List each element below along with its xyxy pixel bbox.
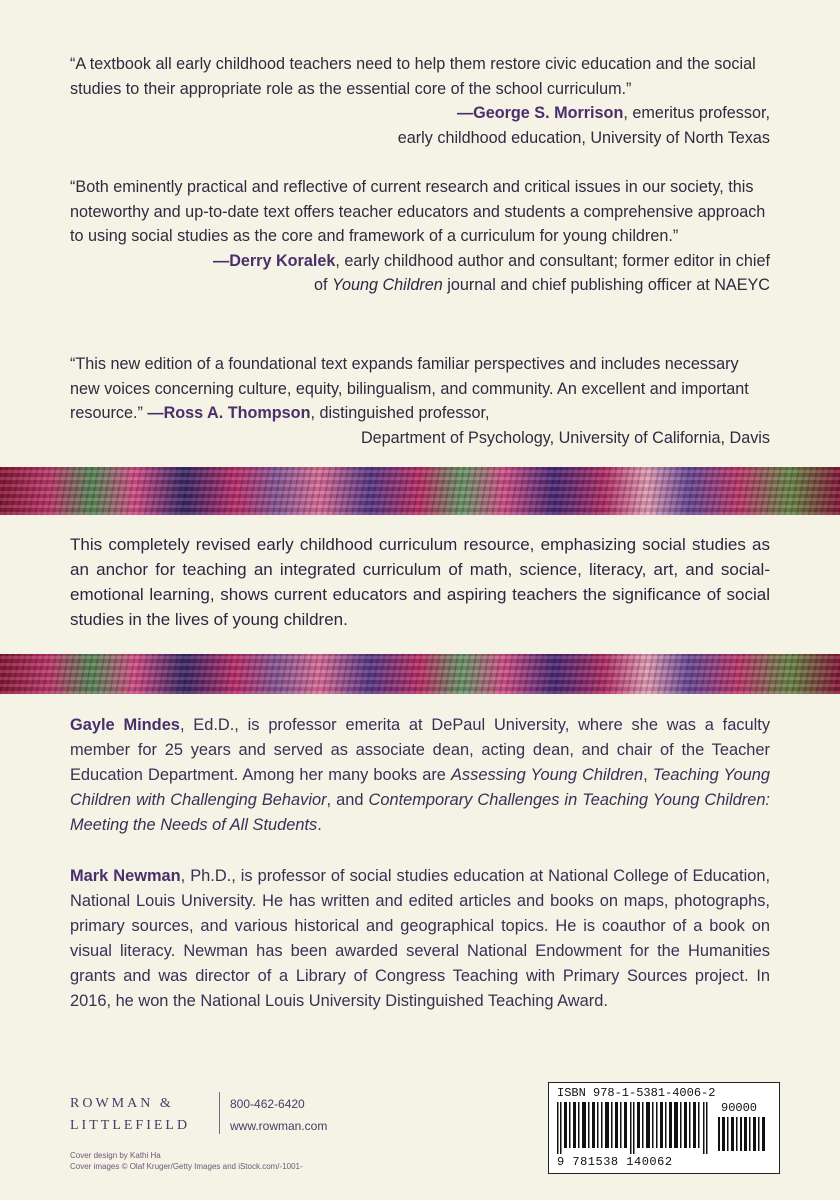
barcode-number: 9 781538 140062 [557,1155,673,1169]
review-quote-2 [70,175,770,298]
publisher-phone: 800-462-6420 [230,1097,305,1111]
isbn-barcode [548,1082,780,1174]
review-quote-3 [70,352,770,450]
review-quote-1 [70,52,770,150]
addon-barcode-bars [717,1117,769,1151]
quote-attribution: —George S. Morrison, emeritus professor, early childhood education, University of North Texas [397,104,770,147]
quote-text: “This new edition of a foundational text expands familiar perspectives and includes necessary new voices concerning culture, equity, bilingualism, and community. An excellent and important resource.” —Ross A. Thompson, distinguished professor, [70,355,749,422]
price-code: 90000 [721,1101,758,1115]
author-name: Gayle Mindes [70,716,180,734]
publisher-contact [230,1093,327,1137]
embroidery-band-bottom [0,654,840,694]
quote-text: “Both eminently practical and reflective of current research and critical issues in our society, this noteworthy and up-to-date text offers teacher educators and students a comprehensive approach to using social studies as the core and framework of a curriculum for young children.” [70,178,766,245]
book-title: Contemporary Challenges in Teaching Young Children: Meeting the Needs of All Students [70,791,770,834]
reviewer-name: —Derry Koralek [213,251,336,270]
quote-text: “A textbook all early childhood teachers need to help them restore civic education and the social studies to their appropriate role as the essential core of the school curriculum.” [70,55,756,98]
quote-attribution: Department of Psychology, University of California, Davis [360,428,770,447]
author-bio-newman: Mark Newman, Ph.D., is professor of social studies education at National College of Education, National Louis University. He has written and edited articles and books on maps, photographs, primary sources, and various historical and geographical topics. He is coauthor of a book on visual literacy. Newman has been awarded several National Endowment for the Humanities grants and was director of a Library of Congress Teaching with Primary Sources project. In 2016, he won the National Louis University Distinguished Teaching Award. [70,867,771,1010]
journal-title: Young Children [332,276,443,294]
quote-attribution: —Derry Koralek, early childhood author and consultant; former editor in chief of Young Children journal and chief publishing officer at NAEYC [213,251,770,294]
publisher-logo: ROWMAN & LITTLEFIELD [70,1096,191,1133]
reviewer-name: —Ross A. Thompson [147,404,311,422]
publisher-divider [219,1092,220,1134]
book-description: This completely revised early childhood curriculum resource, emphasizing social studies as an anchor for teaching an integrated curriculum of math, science, literacy, art, and social-emotional learning, shows current educators and aspiring teachers the significance of social studies in the lives of young children. [70,535,770,629]
publisher-website: www.rowman.com [230,1119,328,1133]
isbn-label: ISBN 978-1-5381-4006-2 [557,1086,716,1100]
ean-barcode-bars [555,1102,713,1154]
book-title: Assessing Young Children [451,766,644,784]
book-title: Teaching Young Children with Challenging Behavior [70,766,771,809]
author-bio-mindes: Gayle Mindes, Ed.D., is professor emerita at DePaul University, where she was a faculty member for 25 years and served as associate dean, acting dean, and chair of the Teacher Education Department. Among her many books are Assessing Young Children, Teaching Young Children with Challenging Behavior, and Contemporary Challenges in Teaching Young Children: Meeting the Needs of All Students. [70,716,771,834]
author-name: Mark Newman [70,867,181,885]
cover-credits: Cover design by Kathi Ha Cover images © Olaf Kruger/Getty Images and iStock.com/-1001- [70,1151,303,1171]
embroidery-band-top [0,467,840,515]
reviewer-name: —George S. Morrison [456,104,624,122]
